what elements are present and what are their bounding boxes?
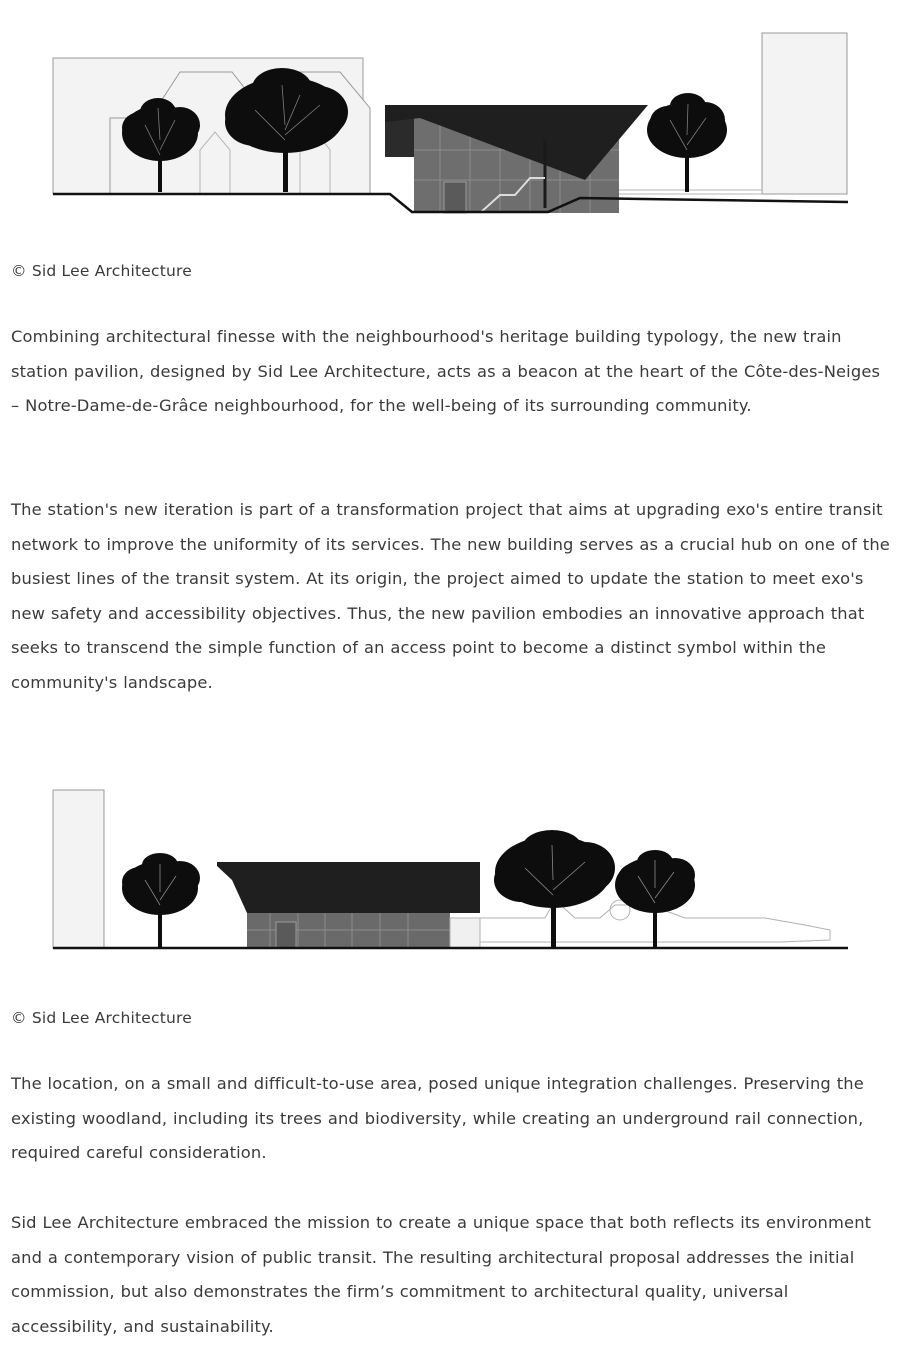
figure-2-caption: © Sid Lee Architecture xyxy=(11,1009,192,1027)
elevation-drawing-2 xyxy=(0,780,900,960)
paragraph-1: Combining architectural finesse with the neighbourhood's heritage building typology, the new train station pavilion, designed by Sid Lee Architecture, acts as a beacon at the heart of the Côte-des-Neiges – Notre-Dame-de-Grâce neighbourhood, for the well-being of its surrounding community. xyxy=(11,327,881,416)
paragraph-4: Sid Lee Architecture embraced the mission to create a unique space that both reflects its environment and a contemporary vision of public transit. The resulting architectural proposal addresses the initial commission, but also demonstrates the firm’s commitment to architectural quality, universal accessibility, and sustainability. xyxy=(11,1213,872,1336)
paragraph-2: The station's new iteration is part of a transformation project that aims at upgrading exo's entire transit network to improve the uniformity of its services. The new building serves as a crucial hub on one of the busiest lines of the transit system. At its origin, the project aimed to update the station to meet exo's new safety and accessibility objectives. Thus, the new pavilion embodies an innovative approach that seeks to transcend the simple function of an access point to become a distinct symbol within the community's landscape. xyxy=(11,500,890,692)
paragraph-3: The location, on a small and difficult-to-use area, posed unique integration challenges. Preserving the existing woodland, including its trees and biodiversity, while creating an underground rail connection, required careful consideration. xyxy=(11,1074,864,1163)
figure-1-caption: © Sid Lee Architecture xyxy=(11,262,192,280)
elevation-drawing-1 xyxy=(0,25,900,220)
